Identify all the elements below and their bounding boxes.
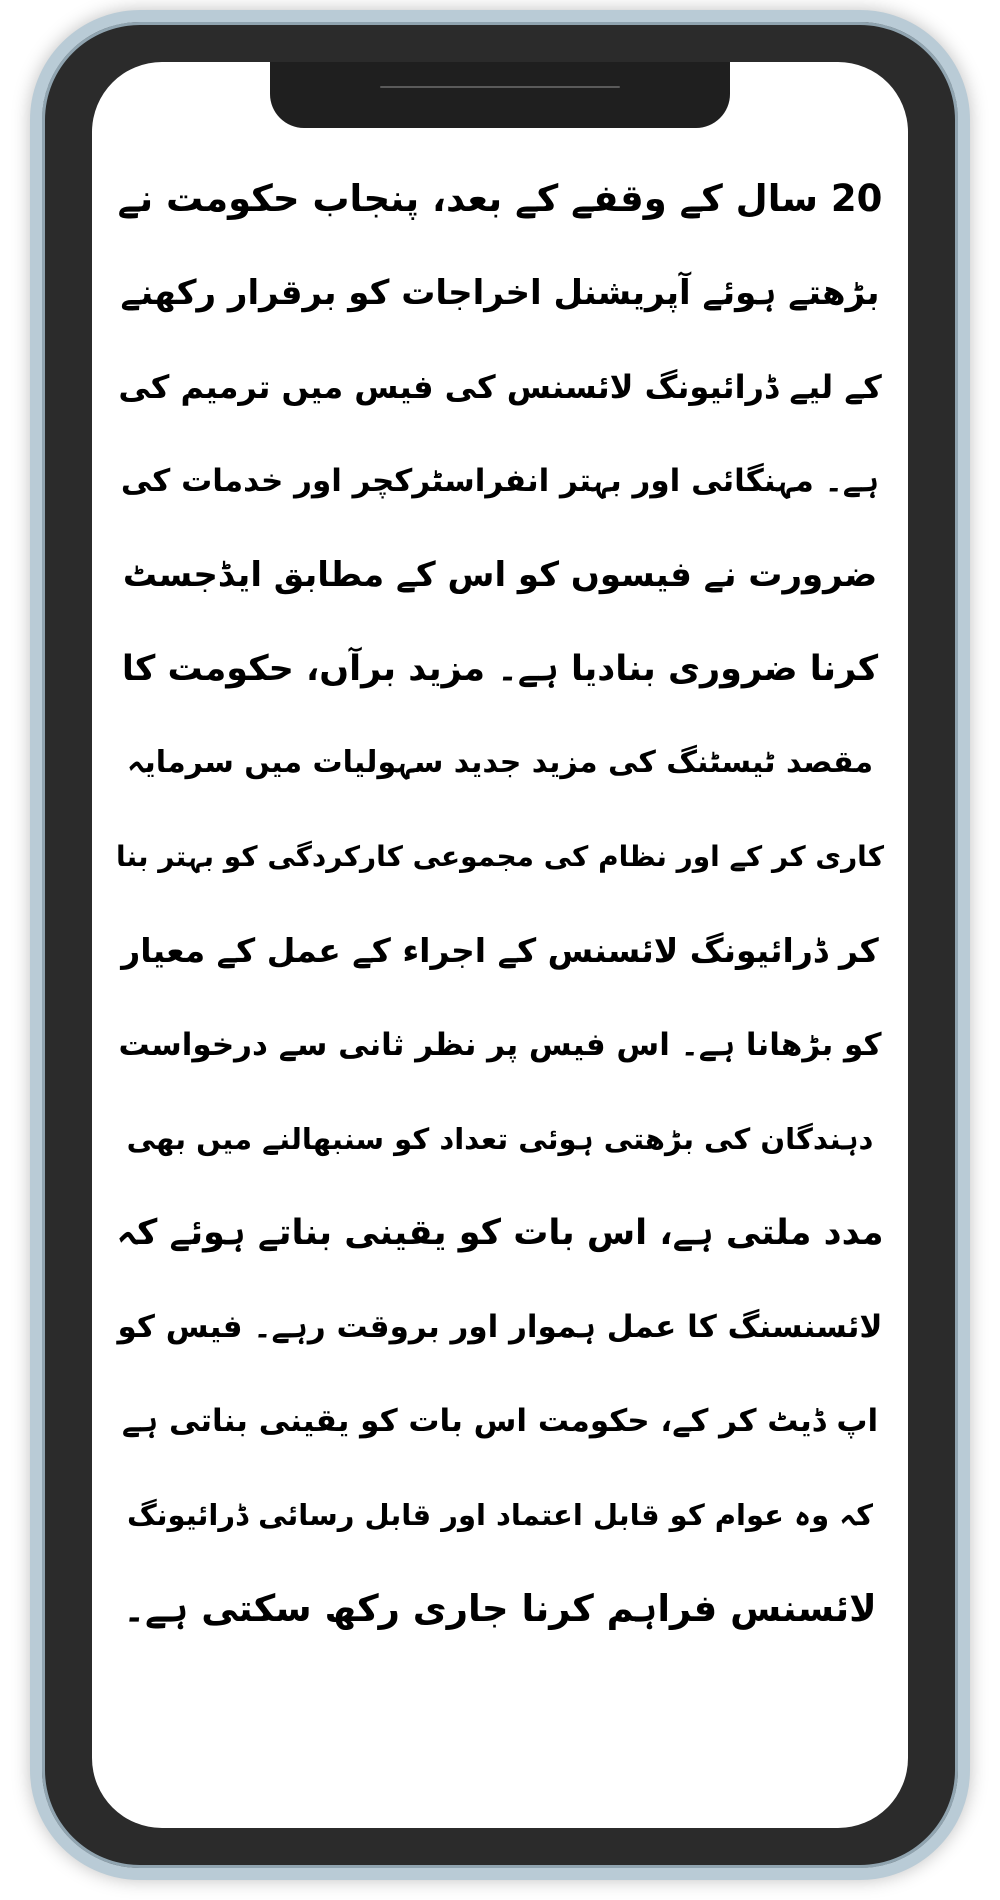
article-line: لائسنسنگ کا عمل ہموار اور بروقت رہے۔ فیس کو [117, 1309, 883, 1345]
phone-screen [92, 62, 908, 1828]
phone-frame [30, 10, 970, 1880]
article-line: مقصد ٹیسٹنگ کی مزید جدید سہولیات میں سرمایہ [126, 745, 874, 780]
article-line: بڑھتے ہوئے آپریشنل اخراجات کو برقرار رکھنے [120, 273, 880, 313]
article-line: کرنا ضروری بنادیا ہے۔ مزید برآں، حکومت کا [121, 649, 879, 689]
article-body [116, 152, 884, 1656]
article-line: ہے۔ مہنگائی اور بہتر انفراسٹرکچر اور خدمات کی [120, 463, 880, 499]
article-line: کر ڈرائیونگ لائسنس کے اجراء کے عمل کے معیار [121, 931, 879, 970]
article-line: کو بڑھانا ہے۔ اس فیس پر نظر ثانی سے درخواست [118, 1027, 882, 1063]
article-line: کے لیے ڈرائیونگ لائسنس کی فیس میں ترمیم کی [118, 368, 882, 406]
article-line: کاری کر کے اور نظام کی مجموعی کارکردگی کو بہتر بنا [116, 840, 884, 873]
phone-notch [270, 62, 730, 128]
article-line: ضرورت نے فیسوں کو اس کے مطابق ایڈجسٹ [122, 555, 878, 595]
article-line: اپ ڈیٹ کر کے، حکومت اس بات کو یقینی بناتی ہے [121, 1403, 879, 1439]
speaker-grille [380, 86, 620, 88]
article-line: دہندگان کی بڑھتی ہوئی تعداد کو سنبھالنے میں بھی [126, 1122, 874, 1156]
article-line: کہ وہ عوام کو قابل اعتماد اور قابل رسائی ڈرائیونگ [126, 1498, 874, 1532]
article-line: مدد ملتی ہے، اس بات کو یقینی بناتے ہوئے کہ [116, 1213, 884, 1253]
article-line: 20 سال کے وقفے کے بعد، پنجاب حکومت نے [117, 177, 883, 220]
article-line: لائسنس فراہم کرنا جاری رکھ سکتی ہے۔ [123, 1587, 877, 1630]
